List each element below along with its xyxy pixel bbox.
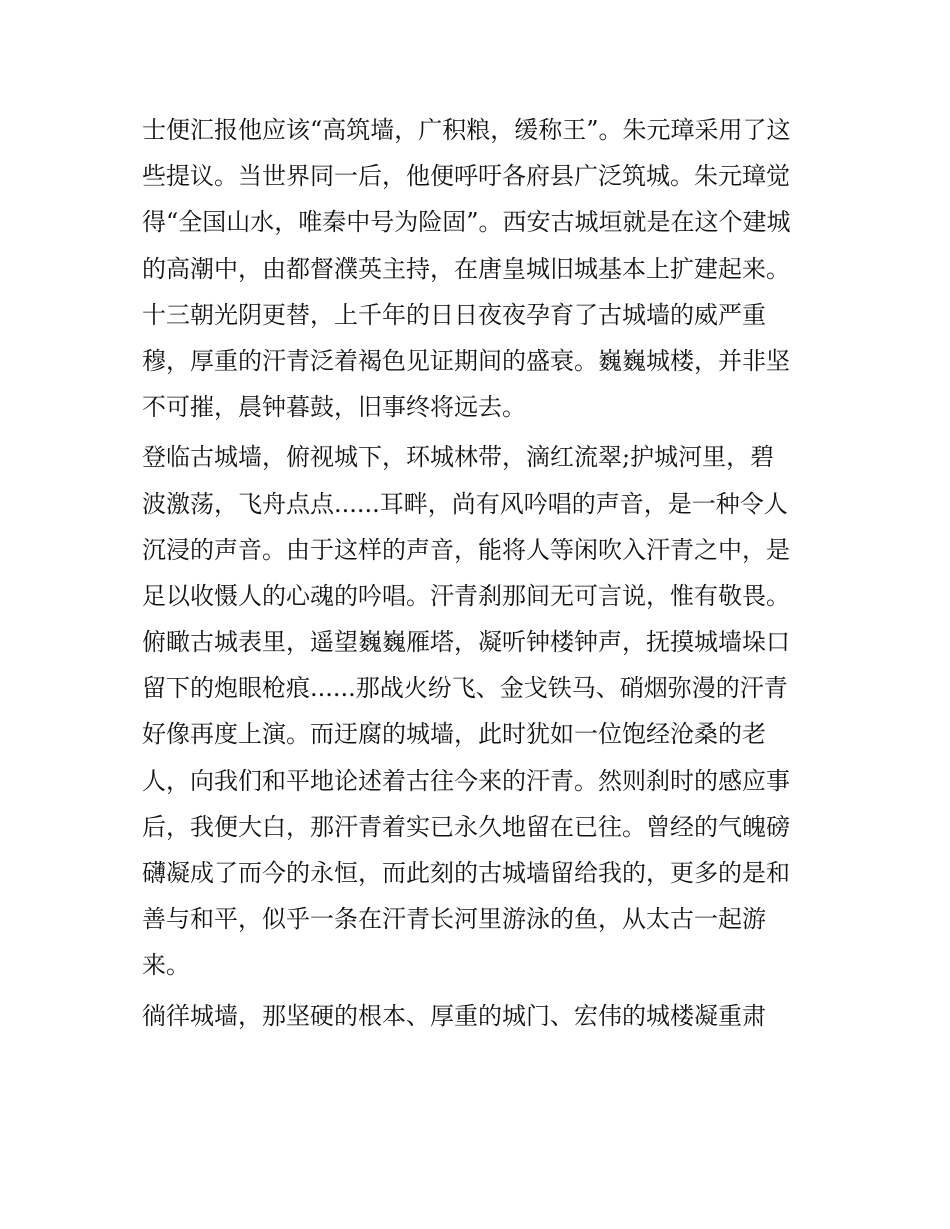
text-line: 些提议。当世界同一后，他便呼吁各府县广泛筑城。朱元璋觉 [142,162,790,191]
text-line: 波激荡，飞舟点点......耳畔，尚有风吟唱的声音，是一种令人 [142,489,788,518]
text-line: 徜徉城墙，那坚硬的根本、厚重的城门、宏伟的城楼凝重肃 [142,1001,766,1030]
text-line: 沉浸的声音。由于这样的声音，能将人等闲吹入汗青之中，是 [142,535,790,564]
text-line: 俯瞰古城表里，遥望巍巍雁塔，凝听钟楼钟声，抚摸城墙垛口 [142,628,790,657]
text-line: 来。 [142,951,190,980]
text-line: 善与和平，似乎一条在汗青长河里游泳的鱼，从太古一起游 [142,905,766,934]
text-line: 不可摧，晨钟暮鼓，旧事终将远去。 [142,393,526,422]
text-line: 十三朝光阴更替，上千年的日日夜夜孕育了古城墙的威严重 [142,300,766,329]
text-line: 后，我便大白，那汗青着实已永久地留在已往。曾经的气魄磅 [142,812,790,841]
text-line: 足以收慑人的心魂的吟唱。汗青刹那间无可言说，惟有敬畏。 [142,581,790,610]
text-line: 人，向我们和平地论述着古往今来的汗青。然则刹时的感应事 [142,766,790,795]
text-line: 士便汇报他应该“高筑墙，广积粮，缓称王”。朱元璋采用了这 [142,116,791,144]
text-line: 的高潮中，由都督濮英主持，在唐皇城旧城基本上扩建起来。 [142,254,790,283]
text-line: 登临古城墙，俯视城下，环城林带，滴红流翠;护城河里，碧 [142,443,775,472]
text-line: 礴凝成了而今的永恒，而此刻的古城墙留给我的，更多的是和 [142,859,790,887]
text-line: 得“全国山水，唯秦中号为险固”。西安古城垣就是在这个建城 [142,208,791,237]
text-line: 穆，厚重的汗青泛着褐色见证期间的盛衰。巍巍城楼，并非坚 [142,346,790,375]
text-line: 留下的炮眼枪痕......那战火纷飞、金戈铁马、硝烟弥漫的汗青 [142,674,788,703]
text-line: 好像再度上演。而迂腐的城墙，此时犹如一位饱经沧桑的老 [142,720,766,749]
body-text [142,107,810,1039]
